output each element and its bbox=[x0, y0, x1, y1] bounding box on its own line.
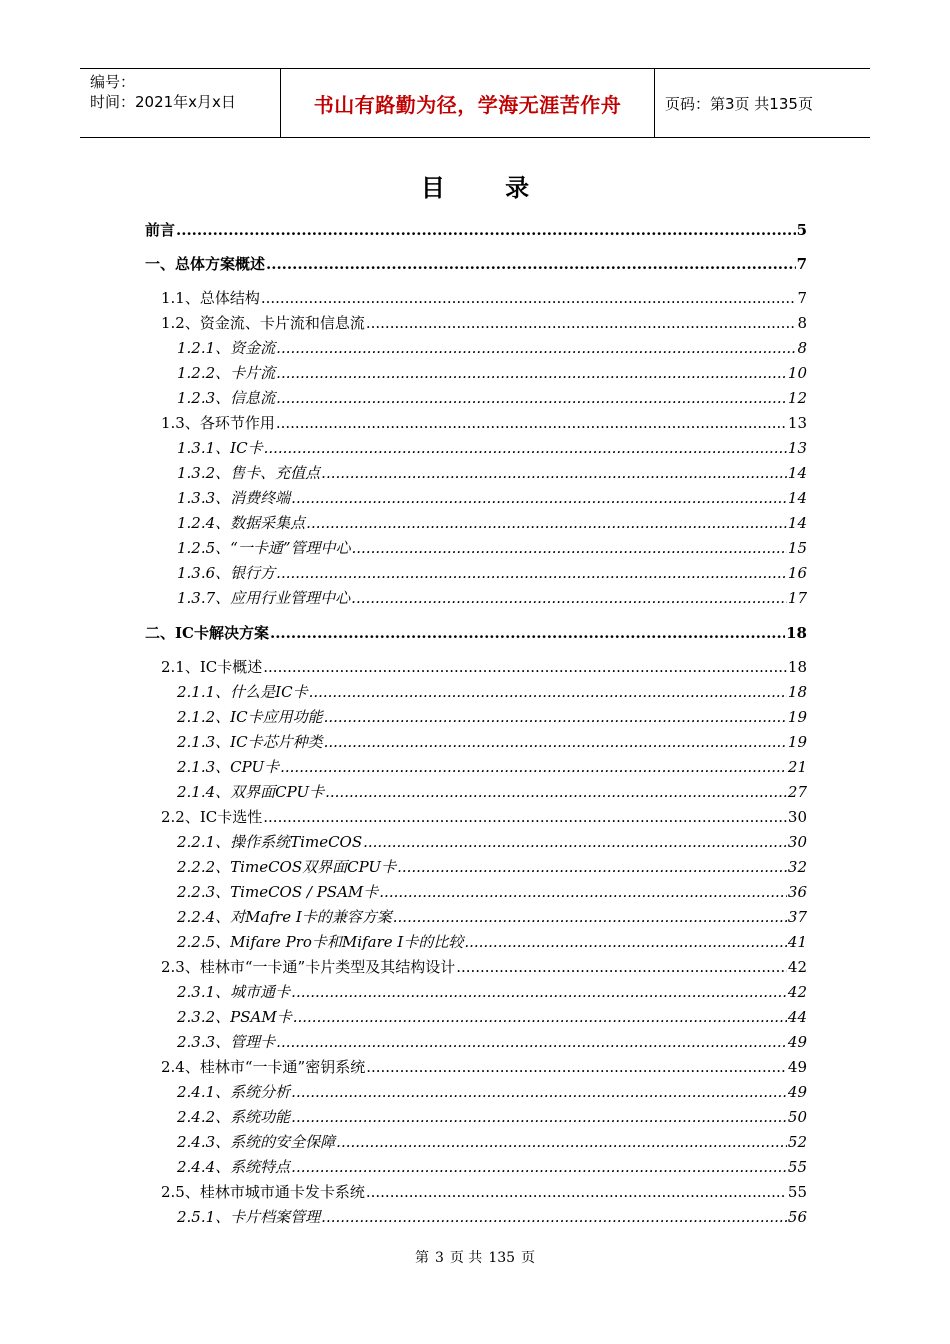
toc-entry-page: 56 bbox=[787, 1208, 807, 1226]
toc-entry[interactable] bbox=[145, 1005, 807, 1030]
toc-leader-dots bbox=[309, 680, 787, 705]
toc-entry-title: 2.3.1、城市通卡 bbox=[177, 983, 291, 1001]
toc-entry[interactable] bbox=[145, 730, 807, 755]
toc-leader-dots bbox=[397, 855, 787, 880]
toc-leader-dots bbox=[464, 930, 787, 955]
toc-leader-dots bbox=[456, 955, 787, 980]
toc-entry[interactable] bbox=[145, 980, 807, 1005]
toc-entry-title: 1.2.2、卡片流 bbox=[177, 364, 276, 382]
toc-entry[interactable] bbox=[145, 930, 807, 955]
toc-entry-title: 2.1.4、双界面CPU卡 bbox=[177, 783, 325, 801]
toc-leader-dots bbox=[280, 755, 787, 780]
toc-entry-page: 14 bbox=[787, 514, 807, 532]
toc-leader-dots bbox=[336, 1130, 787, 1155]
toc-entry[interactable] bbox=[145, 1080, 807, 1105]
toc-entry-title: 1.2、资金流、卡片流和信息流 bbox=[161, 314, 365, 332]
toc-entry-page: 37 bbox=[787, 908, 807, 926]
toc-entry-title: 前言 bbox=[145, 221, 176, 239]
toc-leader-dots bbox=[325, 780, 787, 805]
toc-leader-dots bbox=[263, 805, 787, 830]
toc-entry[interactable] bbox=[145, 830, 807, 855]
toc-entry-page: 50 bbox=[787, 1108, 807, 1126]
footer-prefix: 第 bbox=[414, 1250, 429, 1266]
toc-entry[interactable] bbox=[145, 780, 807, 805]
toc-entry-page: 15 bbox=[787, 539, 807, 557]
toc-entry[interactable] bbox=[145, 621, 807, 645]
toc-entry-page: 8 bbox=[797, 339, 807, 357]
toc-entry-page: 41 bbox=[787, 933, 807, 951]
toc-entry-title: 2.5、桂林市城市通卡发卡系统 bbox=[161, 1183, 365, 1201]
toc-leader-dots bbox=[321, 461, 787, 486]
toc-entry[interactable] bbox=[145, 1105, 807, 1130]
toc-entry[interactable] bbox=[145, 705, 807, 730]
toc-entry-page: 19 bbox=[787, 708, 807, 726]
toc-leader-dots bbox=[291, 1155, 787, 1180]
toc-entry[interactable] bbox=[145, 536, 807, 561]
toc-entry-page: 30 bbox=[787, 808, 807, 826]
toc-entry[interactable] bbox=[145, 1030, 807, 1055]
toc-entry-title: 1.2.4、数据采集点 bbox=[177, 514, 306, 532]
toc-entry[interactable] bbox=[145, 386, 807, 411]
toc-entry-page: 12 bbox=[787, 389, 807, 407]
header-middle-cell bbox=[281, 69, 655, 137]
toc-leader-dots bbox=[261, 286, 797, 311]
toc-entry-title: 2.1.2、IC卡应用功能 bbox=[177, 708, 323, 726]
toc-entry[interactable] bbox=[145, 1205, 807, 1230]
toc-entry-title: 2.2.1、操作系统TimeCOS bbox=[177, 833, 363, 851]
toc-entry[interactable] bbox=[145, 561, 807, 586]
toc-entry-page: 42 bbox=[787, 983, 807, 1001]
page-footer bbox=[0, 1247, 950, 1267]
toc-entry-page: 49 bbox=[787, 1033, 807, 1051]
toc-leader-dots bbox=[291, 980, 787, 1005]
toc-entry-title: 2.4.2、系统功能 bbox=[177, 1108, 291, 1126]
document-code-label: 编号： bbox=[90, 73, 136, 91]
toc-leader-dots bbox=[291, 1080, 787, 1105]
toc-entry[interactable] bbox=[145, 586, 807, 611]
toc-entry-page: 13 bbox=[787, 439, 807, 457]
toc-entry-page: 8 bbox=[797, 314, 807, 332]
toc-entry-page: 13 bbox=[787, 414, 807, 432]
toc-leader-dots bbox=[276, 561, 787, 586]
toc-leader-dots bbox=[276, 411, 787, 436]
toc-entry-page: 30 bbox=[787, 833, 807, 851]
toc-entry[interactable] bbox=[145, 436, 807, 461]
toc-entry-title: 1.3.7、应用行业管理中心 bbox=[177, 589, 351, 607]
toc-entry-page: 10 bbox=[787, 364, 807, 382]
toc-entry-title: 2.3、桂林市“一卡通”卡片类型及其结构设计 bbox=[161, 958, 456, 976]
toc-entry-page: 16 bbox=[787, 564, 807, 582]
toc-entry-title: 1.3.6、银行方 bbox=[177, 564, 276, 582]
toc-entry-title: 2.3.3、管理卡 bbox=[177, 1033, 276, 1051]
page-header bbox=[80, 68, 870, 138]
footer-current-page: 3 bbox=[434, 1250, 444, 1266]
toc-leader-dots bbox=[293, 1005, 787, 1030]
toc-entry-page: 36 bbox=[787, 883, 807, 901]
toc-entry-title: 2.1.1、什么是IC卡 bbox=[177, 683, 308, 701]
toc-entry[interactable] bbox=[145, 855, 807, 880]
toc-entry[interactable] bbox=[145, 680, 807, 705]
footer-middle: 页 共 bbox=[449, 1250, 483, 1266]
toc-leader-dots bbox=[276, 361, 787, 386]
toc-entry[interactable] bbox=[145, 955, 807, 980]
toc-entry-title: 1.2.5、“一卡通”管理中心 bbox=[177, 539, 351, 557]
footer-total-pages: 135 bbox=[488, 1250, 516, 1266]
toc-entry-title: 2.4、桂林市“一卡通”密钥系统 bbox=[161, 1058, 366, 1076]
toc-entry-title: 2.4.3、系统的安全保障 bbox=[177, 1133, 336, 1151]
toc-entry-page: 17 bbox=[787, 589, 807, 607]
toc-leader-dots bbox=[263, 655, 787, 680]
toc-entry[interactable] bbox=[145, 1155, 807, 1180]
toc-entry-title: 2.4.4、系统特点 bbox=[177, 1158, 291, 1176]
toc-entry-title: 1.2.3、信息流 bbox=[177, 389, 276, 407]
toc-entry[interactable] bbox=[145, 1055, 807, 1080]
toc-entry-page: 55 bbox=[787, 1158, 807, 1176]
toc-leader-dots bbox=[276, 386, 787, 411]
toc-entry-title: 2.2、IC卡选性 bbox=[161, 808, 263, 826]
toc-entry-title: 1.3.2、售卡、充值点 bbox=[177, 464, 321, 482]
header-right-cell bbox=[655, 69, 870, 137]
toc-entry-title: 二、IC卡解决方案 bbox=[145, 624, 269, 642]
toc-entry[interactable] bbox=[145, 286, 807, 311]
header-page-info: 页码：第3页 共135页 bbox=[665, 94, 813, 113]
toc-leader-dots bbox=[366, 311, 797, 336]
toc-entry-page: 55 bbox=[787, 1183, 807, 1201]
toc-entry-title: 2.1.3、CPU卡 bbox=[177, 758, 280, 776]
toc-entry-page: 49 bbox=[787, 1058, 807, 1076]
toc-entry[interactable] bbox=[145, 880, 807, 905]
toc-entry[interactable] bbox=[145, 336, 807, 361]
toc-leader-dots bbox=[266, 252, 796, 276]
toc-entry-title: 2.2.5、Mifare Pro卡和Mifare I卡的比较 bbox=[177, 933, 464, 951]
toc-entry[interactable] bbox=[145, 486, 807, 511]
toc-entry-title: 2.1、IC卡概述 bbox=[161, 658, 263, 676]
toc-entry-title: 2.3.2、PSAM卡 bbox=[177, 1008, 292, 1026]
toc-entry-title: 1.3.3、消费终端 bbox=[177, 489, 291, 507]
toc-entry-title: 1.3、各环节作用 bbox=[161, 414, 275, 432]
toc-leader-dots bbox=[393, 905, 787, 930]
toc-entry-title: 1.3.1、IC卡 bbox=[177, 439, 263, 457]
toc-entry[interactable] bbox=[145, 905, 807, 930]
toc-leader-dots bbox=[270, 621, 785, 645]
toc-leader-dots bbox=[276, 1030, 787, 1055]
page-title: 目 录 bbox=[420, 174, 556, 202]
toc-leader-dots bbox=[276, 336, 796, 361]
toc-entry[interactable] bbox=[145, 461, 807, 486]
footer-suffix: 页 bbox=[521, 1250, 536, 1266]
toc-leader-dots bbox=[351, 586, 787, 611]
toc-leader-dots bbox=[264, 436, 787, 461]
toc-entry-page: 18 bbox=[787, 658, 807, 676]
toc-entry-page: 7 bbox=[797, 289, 807, 307]
toc-entry-page: 5 bbox=[796, 221, 807, 239]
toc-entry[interactable] bbox=[145, 805, 807, 830]
toc-entry-page: 14 bbox=[787, 464, 807, 482]
toc-entry[interactable] bbox=[145, 411, 807, 436]
toc-leader-dots bbox=[324, 705, 787, 730]
toc-leader-dots bbox=[379, 880, 787, 905]
toc-entry[interactable] bbox=[145, 311, 807, 336]
toc-entry-page: 18 bbox=[787, 683, 807, 701]
toc-leader-dots bbox=[366, 1055, 787, 1080]
table-of-contents bbox=[145, 218, 807, 1230]
toc-entry[interactable] bbox=[145, 655, 807, 680]
toc-entry-page: 42 bbox=[787, 958, 807, 976]
toc-entry[interactable] bbox=[145, 361, 807, 386]
toc-entry-page: 7 bbox=[796, 255, 807, 273]
document-date: 时间：2021年x月x日 bbox=[90, 93, 236, 111]
toc-leader-dots bbox=[363, 830, 787, 855]
toc-entry-page: 14 bbox=[787, 489, 807, 507]
toc-entry-title: 一、总体方案概述 bbox=[145, 255, 266, 273]
toc-entry-page: 18 bbox=[786, 624, 807, 642]
toc-leader-dots bbox=[352, 536, 787, 561]
toc-leader-dots bbox=[306, 511, 787, 536]
toc-entry-page: 44 bbox=[787, 1008, 807, 1026]
toc-entry-title: 2.2.3、TimeCOS / PSAM卡 bbox=[177, 883, 379, 901]
toc-entry-page: 19 bbox=[787, 733, 807, 751]
toc-entry-title: 1.2.1、资金流 bbox=[177, 339, 276, 357]
toc-entry[interactable] bbox=[145, 511, 807, 536]
toc-entry-title: 2.4.1、系统分析 bbox=[177, 1083, 291, 1101]
toc-entry-title: 2.2.2、TimeCOS双界面CPU卡 bbox=[177, 858, 397, 876]
toc-entry[interactable] bbox=[145, 1130, 807, 1155]
toc-entry-page: 27 bbox=[787, 783, 807, 801]
toc-leader-dots bbox=[324, 730, 787, 755]
toc-entry-page: 52 bbox=[787, 1133, 807, 1151]
header-left-cell bbox=[80, 69, 281, 137]
toc-entry-title: 2.2.4、对Mafre I卡的兼容方案 bbox=[177, 908, 392, 926]
toc-entry[interactable] bbox=[145, 755, 807, 780]
toc-leader-dots bbox=[176, 218, 796, 242]
toc-entry[interactable] bbox=[145, 218, 807, 242]
toc-entry[interactable] bbox=[145, 1180, 807, 1205]
toc-entry-title: 1.1、总体结构 bbox=[161, 289, 260, 307]
toc-entry-title: 2.1.3、IC卡芯片种类 bbox=[177, 733, 323, 751]
toc-leader-dots bbox=[291, 486, 787, 511]
toc-entry-title: 2.5.1、卡片档案管理 bbox=[177, 1208, 321, 1226]
toc-entry-page: 21 bbox=[787, 758, 807, 776]
toc-entry-page: 49 bbox=[787, 1083, 807, 1101]
toc-leader-dots bbox=[366, 1180, 787, 1205]
toc-leader-dots bbox=[321, 1205, 787, 1230]
toc-entry[interactable] bbox=[145, 252, 807, 276]
header-motto: 书山有路勤为径，学海无涯苦作舟 bbox=[313, 92, 622, 117]
toc-entry-page: 32 bbox=[787, 858, 807, 876]
toc-leader-dots bbox=[291, 1105, 787, 1130]
